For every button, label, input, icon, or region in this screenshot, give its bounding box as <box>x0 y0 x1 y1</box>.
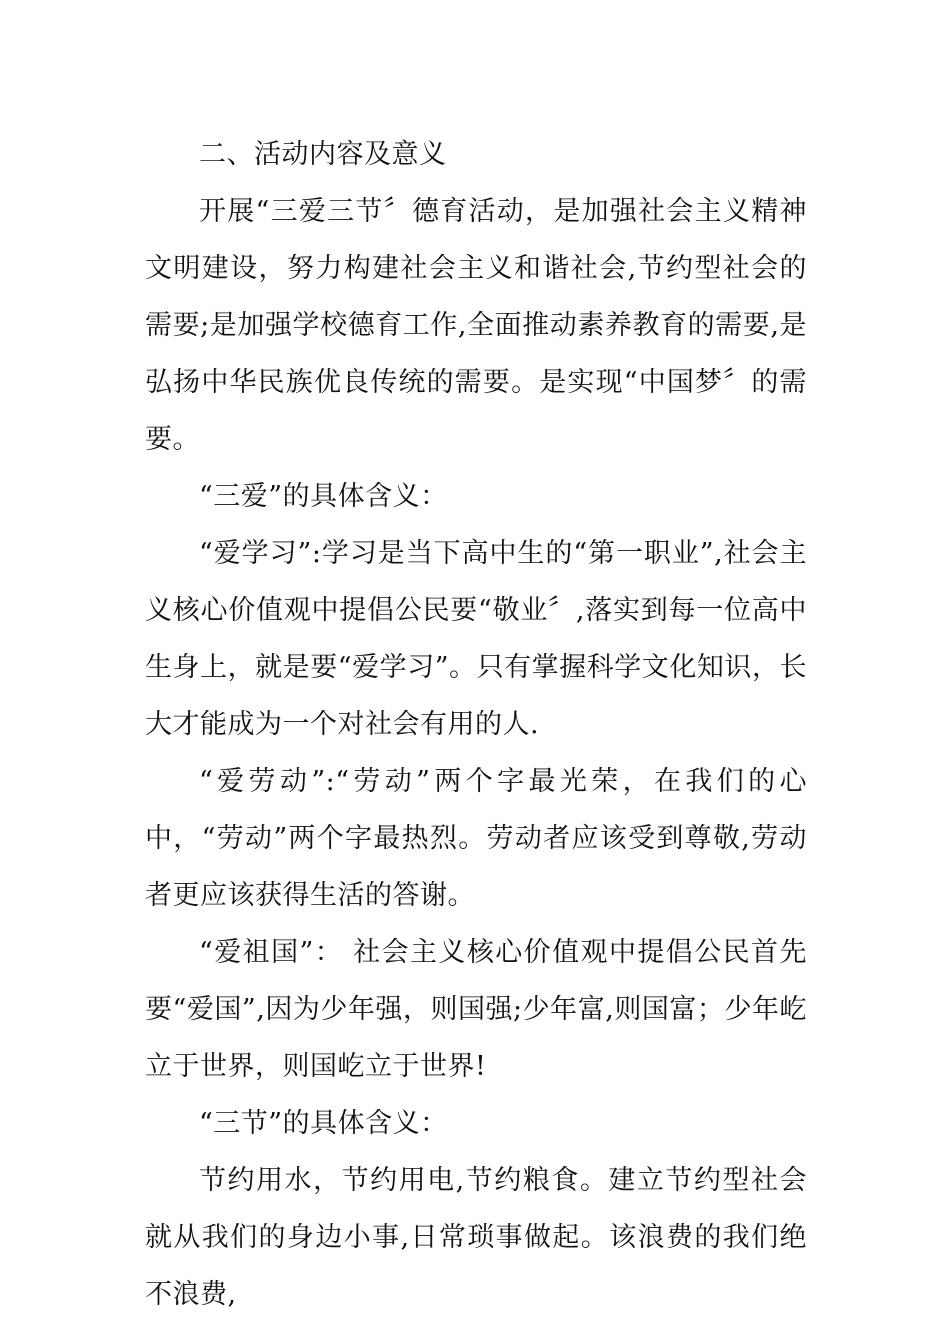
paragraph-love-labor: “爱劳动”:“劳动”两个字最光荣，在我们的心中，“劳动”两个字最热烈。劳动者应该受到尊敬,劳动者更应该获得生活的答谢。 <box>145 766 807 911</box>
subheading-three-savings: “三节”的具体含义： <box>199 1108 448 1139</box>
paragraph-intro: 开展“三爱三节〞德育活动，是加强社会主义精神文明建设，努力构建社会主义和谐社会,节约型社会的需要;是加强学校德育工作,全面推动素养教育的需要,是弘扬中华民族优良传统的需要。是实现“中国梦〞的需要。 <box>145 196 807 455</box>
paragraph-love-learning: “爱学习”:学习是当下高中生的“第一职业”,社会主义核心价值观中提倡公民要“敬业〞,落实到每一位高中生身上，就是要“爱学习”。只有掌握科学文化知识，长大才能成为一个对社会有用的人. <box>145 538 807 740</box>
subheading-three-loves: “三爱”的具体含义： <box>199 481 448 512</box>
section-heading: 二、活动内容及意义 <box>199 139 447 170</box>
paragraph-love-country: “爱祖国”： 社会主义核心价值观中提倡公民首先要“爱国”,因为少年强，则国强;少年富,则国富；少年屹立于世界，则国屹立于世界! <box>145 937 807 1082</box>
paragraph-savings: 节约用水，节约用电,节约粮食。建立节约型社会就从我们的身边小事,日常琐事做起。该浪费的我们绝不浪费, <box>145 1165 807 1310</box>
document-body <box>145 126 807 1323</box>
